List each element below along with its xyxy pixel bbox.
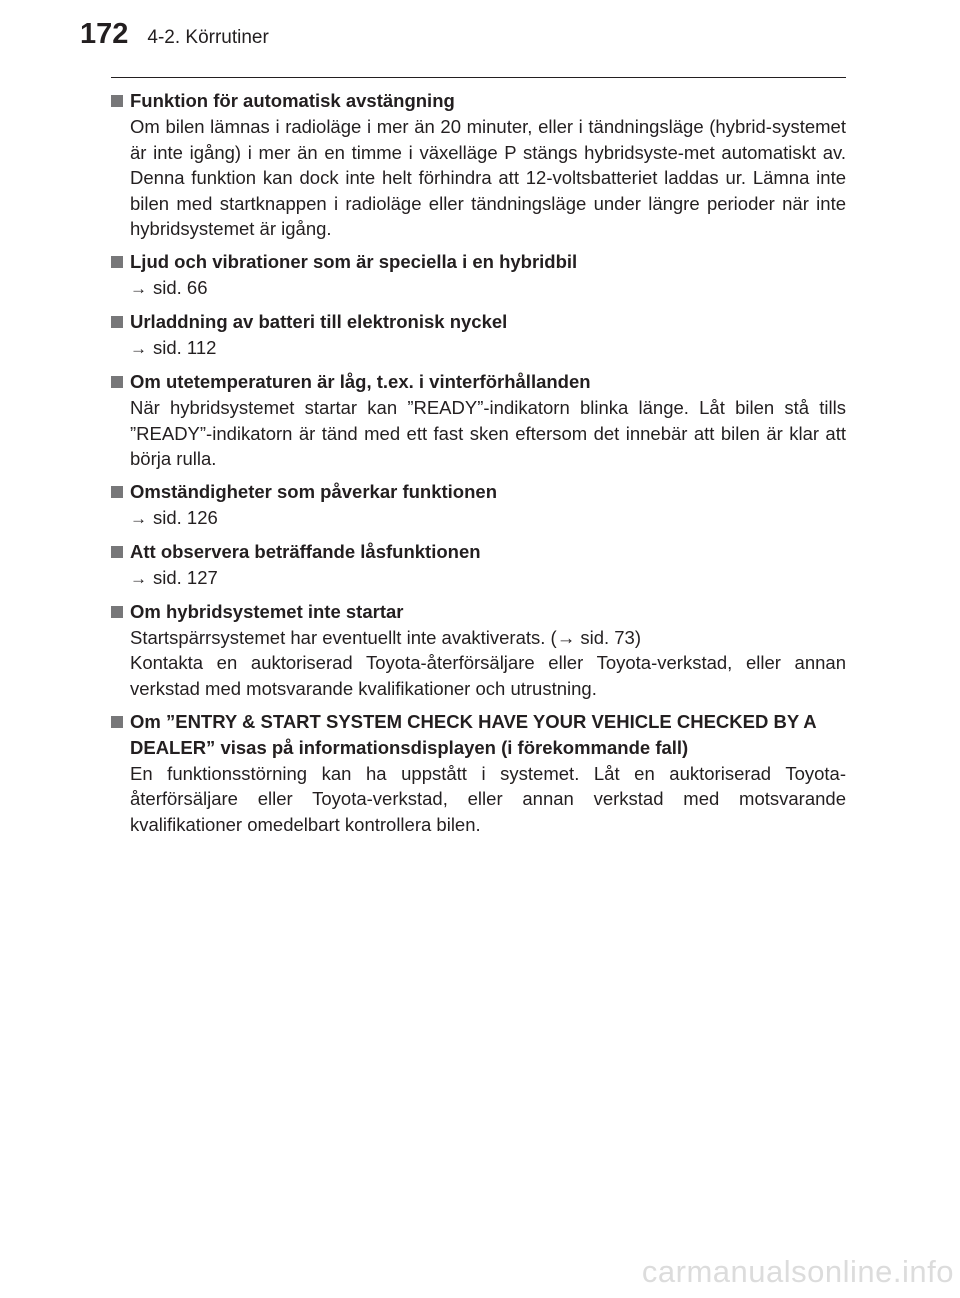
page-reference <box>130 505 846 532</box>
paragraph: Kontakta en auktoriserad Toyota-återförsäljare eller Toyota-verkstad, eller annan verkstad med motsvarande kvalifikationer och utrustning. <box>130 652 846 699</box>
square-bullet-icon <box>111 606 123 618</box>
section-body <box>130 761 846 838</box>
square-bullet-icon <box>111 95 123 107</box>
paragraph: Startspärrsystemet har eventuellt inte avaktiverats. (→ sid. 73) <box>130 626 642 648</box>
section-heading: Att observera beträffande låsfunktionen <box>111 539 846 565</box>
square-bullet-icon <box>111 546 123 558</box>
arrow-right-icon: → <box>130 278 147 298</box>
section-heading: Ljud och vibrationer som är speciella i en hybridbil <box>111 249 846 275</box>
arrow-right-icon: → <box>130 508 147 528</box>
document-body <box>111 88 846 844</box>
section-lock-function <box>111 539 846 592</box>
header-divider <box>111 77 846 78</box>
square-bullet-icon <box>111 256 123 268</box>
square-bullet-icon <box>111 716 123 728</box>
arrow-right-icon: → <box>130 338 147 358</box>
watermark: carmanualsonline.info <box>641 1254 954 1289</box>
section-title: 4-2. Körrutiner <box>147 27 269 48</box>
page-reference-link[interactable]: sid. 126 <box>153 506 218 528</box>
section-heading: Funktion för automatisk avstängning <box>111 88 846 114</box>
section-body <box>130 395 846 472</box>
paragraph: En funktionsstörning kan ha uppstått i systemet. Låt en auktoriserad Toyota-återförsäljare eller Toyota-verkstad, eller annan verkstad med motsvarande kvalifikationer omedelbart kontrollera bilen. <box>130 762 846 835</box>
page-reference-link[interactable]: sid. 112 <box>153 336 217 358</box>
section-key-battery <box>111 309 846 362</box>
section-heading: Urladdning av batteri till elektronisk nyckel <box>111 309 846 335</box>
square-bullet-icon <box>111 376 123 388</box>
page-reference <box>130 335 846 362</box>
section-body <box>130 625 846 702</box>
page-reference-link[interactable]: sid. 127 <box>153 566 218 588</box>
section-heading: Om utetemperaturen är låg, t.ex. i vinterförhållanden <box>111 369 846 395</box>
section-heading: Omständigheter som påverkar funktionen <box>111 479 846 505</box>
section-hybrid-not-starting <box>111 599 846 702</box>
section-heading: Om ”ENTRY & START SYSTEM CHECK HAVE YOUR VEHICLE CHECKED BY A DEALER” visas på informationsdisplayen (i förekommande fall) <box>111 709 846 761</box>
page-number: 172 <box>80 18 129 50</box>
section-noise-vibration <box>111 249 846 302</box>
page-header <box>80 18 269 58</box>
section-auto-shutoff <box>111 88 846 242</box>
section-operating-conditions <box>111 479 846 532</box>
section-low-temperature <box>111 369 846 472</box>
arrow-right-icon: → <box>130 568 147 588</box>
paragraph: Om bilen lämnas i radioläge i mer än 20 minuter, eller i tändningsläge (hybrid-systemet är inte igång) i mer än en timme i växelläge P stängs hybridsyste-met automatiskt av. Denna funktion kan dock inte helt förhindra att 12-voltsbatteriet laddas ur. Lämna inte bilen med startknappen i radioläge eller tändningsläge under längre perioder när inte hybridsystemet är igång. <box>130 116 846 240</box>
square-bullet-icon <box>111 486 123 498</box>
section-entry-start-check <box>111 709 846 838</box>
square-bullet-icon <box>111 316 123 328</box>
paragraph: När hybridsystemet startar kan ”READY”-indikatorn blinka länge. Låt bilen stå tills ”READY”-indikatorn är tänd med ett fast sken eftersom det innebär att bilen är klar att börja rulla. <box>130 396 846 470</box>
section-body <box>130 114 846 242</box>
page-reference-link[interactable]: sid. 66 <box>153 276 208 298</box>
page-reference <box>130 275 846 302</box>
page-reference <box>130 565 846 592</box>
section-heading: Om hybridsystemet inte startar <box>111 599 846 625</box>
